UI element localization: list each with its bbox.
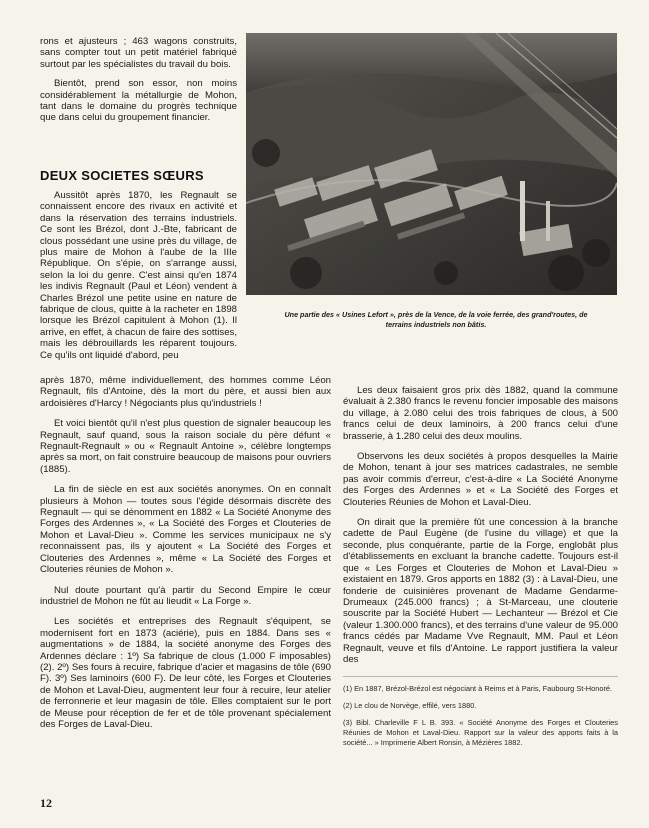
paragraph: Les deux faisaient gros prix dès 1882, quand la commune évaluait à 2.380 francs le revenu foncier imposable des maisons du village, à 2.080 celui des trois fabriques de clous, à 500 francs celui de deux laminoirs, à 200 francs celui d'une brasserie, à 1.280 celui des deux moulins.	[343, 385, 618, 442]
right-column	[343, 385, 618, 665]
left-column-top	[40, 36, 237, 124]
paragraph: Et voici bientôt qu'il n'est plus question de signaler beaucoup les Regnault, sauf quand, sous la raison sociale du père défunt « Regnault-Regnault » ou « Regnault Antoine », célèbre longtemps après sa mort, on fait construire beaucoup de maisons pour ouvriers (1885).	[40, 418, 331, 475]
paragraph: La fin de siècle en est aux sociétés anonymes. On en connaît plusieurs à Mohon — toutes sous l'égide désormais discrète des Regnault — qui se dénomment en 1882 « La Société Anonyme des Forges des Ardennes », « La Société des Forges et Clouteries de Mohon et Laval-Dieu ». Comme les services municipaux ne s'y reconnaissent pas, ils y ajoutent « La Société des Forges et Clouteries des Ardennes », même « La Société des Forges et Clouteries réunies de Mohon ».	[40, 484, 331, 576]
footnote: (3) Bibl. Charleville F L B. 393. « Société Anonyme des Forges et Clouteries Réunies de Mohon et Laval-Dieu. Rapport sur la valeur des apports faits à la société... » Imprimerie Albert Ronsin, à Mézières 1882.	[343, 718, 618, 747]
paragraph: après 1870, même individuellement, des hommes comme Léon Regnault, fils d'Antoine, dès la mort du père, et aussi bien aux ardoisières d'Harcy ! Négociants plus qu'industriels !	[40, 375, 331, 409]
footnote: (1) En 1887, Brézol-Brézol est négociant à Reims et à Paris, Faubourg St-Honoré.	[343, 684, 613, 693]
left-column-middle	[40, 190, 237, 361]
section-heading: DEUX SOCIETES SŒURS	[40, 168, 204, 183]
paragraph: Les sociétés et entreprises des Regnault s'équipent, se modernisent fort en 1873 (aciérie), puis en 1884. Dans ses « augmentations » de 1884, la société anonyme des Forges des Ardennes déclare : 1º) Sa fabrique de clous (1.000 F imposables) (2). 2º) Ses fours à recuire, fabrique d'acier et magasins de tôle (690 F). 3º) Ses laminoirs (600 F). De leur côté, les Forges et Clouteries de Mohon et Laval-Dieu, augmentent leur four à recuire, leur atelier de ferronnerie et leur magasin de tôle. Elles comptaient sur le port de Meuse pour réception de fer et de tôle provenant spécialement des Forges de Laval-Dieu.	[40, 616, 331, 730]
footnote: (2) Le clou de Norvège, effilé, vers 1880.	[343, 701, 477, 710]
paragraph: rons et ajusteurs ; 463 wagons construits, sans compter tout un petit matériel fabriqué surtout par les spécialistes du travail du bois.	[40, 36, 237, 70]
paragraph: On dirait que la première fût une concession à la branche cadette de Paul Eugène (de l'usine du village) et que la seconde, plus conquérante, partie de la Forge, englobât plus d'établissements en excluant la branche cadette. Toujours est-il que « Les Forges et Clouteries de Mohon et Laval-Dieu » existaient en 1879. Gros apports en 1882 (3) : à Laval-Dieu, une fonderie de cuisinières provenant de Madame Gendarme-Drumeaux (245.000 francs) ; à St-Marceau, une clouterie souscrite par la Société Hubert — Lechanteur — Brézol et Cie (valeur 1.300.000 francs), et des terrains d'une valeur de 95.000 francs cédés par Madame Vve Regnault, MM. Paul et Léon Regnault, veuve et fils d'Antoine. Le rapport justifiera la valeur des	[343, 517, 618, 665]
paragraph: Bientôt, prend son essor, non moins considérablement la métallurgie de Mohon, tant dans le domaine du progrès technique que dans celui du groupement financier.	[40, 78, 237, 124]
paragraph: Aussitôt après 1870, les Regnault se connaissent encore des rivaux en activité et dans la réservation des terrains industriels. Ce sont les Brézol, dont J.-Bte, fabricant de clous possédant une usine près du village, de plus maire de Mohon à l'aube de la IIIe République. On s'épie, on s'arrange aussi, selon la loi du genre. C'est ainsi qu'en 1874 les indivis Regnault (Paul et Léon) vendent à Charles Brézol une petite usine en nature de fabrique de clous, quitte à la racheter en 1898 lorsque les Brézol capitulent à Mohon (1). Il arrive, en effet, à chacun de faire des sottises, mais les débrouillards les réparent toujours. Ce qu'ils ont liquidé d'abord, peu	[40, 190, 237, 361]
page-number: 12	[40, 796, 52, 810]
paragraph: Observons les deux sociétés à propos desquelles la Mairie de Mohon, tenant à jour ses matrices cadastrales, ne semble pas avoir commis d'erreur, c'est-à-dire « La Société Anonyme des Forges des Ardennes » et « La Société des Forges et Clouteries Réunies de Mohon et Laval-Dieu.	[343, 451, 618, 508]
aerial-photo-factories	[246, 33, 617, 295]
paragraph: Nul doute pourtant qu'à partir du Second Empire le cœur industriel de Mohon ne fût au lieudit « La Forge ».	[40, 584, 331, 607]
photo-caption: Une partie des « Usines Lefort », près de la Vence, de la voie ferrée, des grand'routes, de terrains industriels non bâtis.	[284, 310, 588, 329]
footnotes	[343, 684, 618, 748]
footnote-divider	[343, 676, 618, 677]
left-wide-column	[40, 375, 331, 730]
